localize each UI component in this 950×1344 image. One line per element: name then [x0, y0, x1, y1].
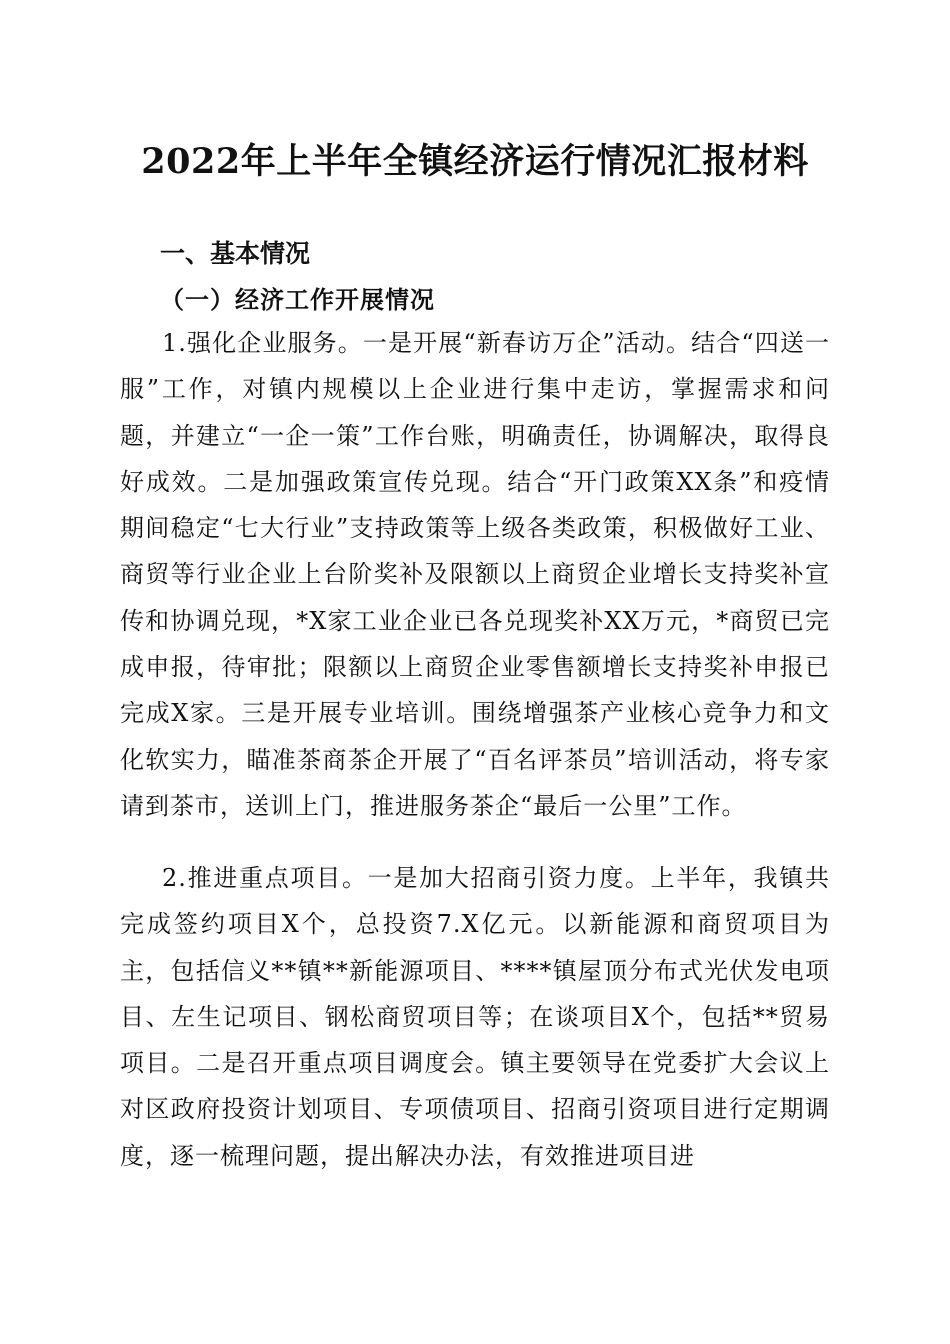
- document-title: 2022年上半年全镇经济运行情况汇报材料: [141, 141, 809, 182]
- section-heading-basic-situation: 一、基本情况: [160, 239, 311, 268]
- paragraph-enterprise-services: 1.强化企业服务。一是开展“新春访万企”活动。结合“四送一服”工作，对镇内规模以上企业进行集中走访，掌握需求和问题，并建立“一企一策”工作台账，明确责任，协调解决，取得良好成效。二是加强政策宣传兑现。结合“开门政策XX条”和疫情期间稳定“七大行业”支持政策等上级各类政策，积极做好工业、商贸等行业企业上台阶奖补及限额以上商贸企业增长支持奖补宣传和协调兑现，*X家工业企业已各兑现奖补XX万元，*商贸已完成申报，待审批；限额以上商贸企业零售额增长支持奖补申报已完成X家。三是开展专业培训。围绕增强茶产业核心竞争力和文化软实力，瞄准茶商茶企开展了“百名评茶员”培训活动，将专家请到茶市，送训上门，推进服务茶企“最后一公里”工作。: [120, 329, 830, 820]
- subsection-heading-economic-work: （一）经济工作开展情况: [160, 286, 435, 314]
- paragraph-key-projects: 2.推进重点项目。一是加大招商引资力度。上半年，我镇共完成签约项目X个，总投资7.X亿元。以新能源和商贸项目为主，包括信义**镇**新能源项目、****镇屋顶分布式光伏发电项目、左生记项目、钢松商贸项目等；在谈项目X个，包括**贸易项目。二是召开重点项目调度会。镇主要领导在党委扩大会议上对区政府投资计划项目、专项债项目、招商引资项目进行定期调度，逐一梳理问题，提出解决办法，有效推进项目进: [120, 864, 830, 1170]
